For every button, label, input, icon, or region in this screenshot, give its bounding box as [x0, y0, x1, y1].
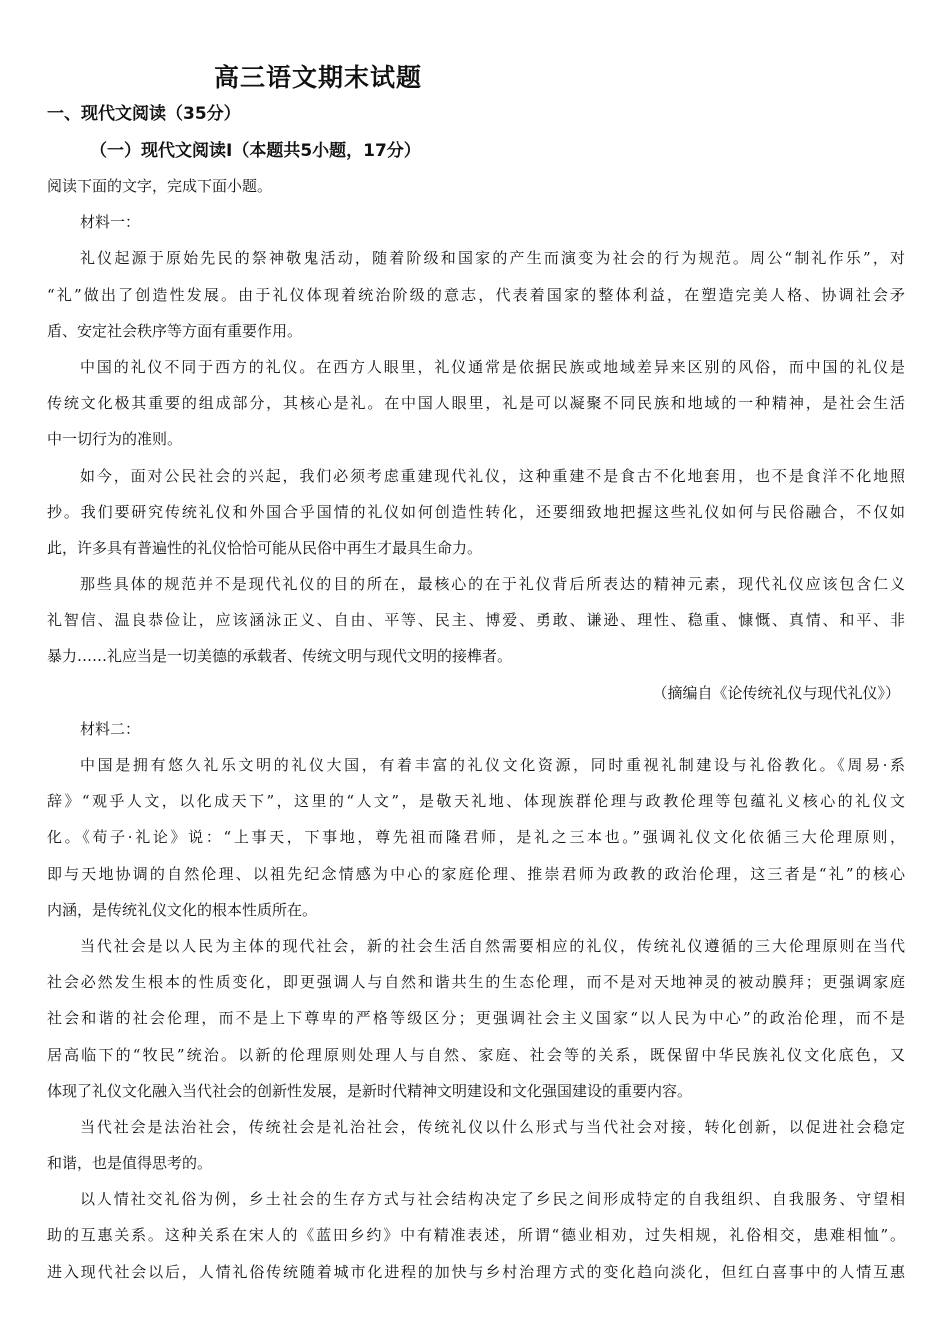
subsection-heading: （一）现代文阅读Ⅰ（本题共5小题，17分）	[90, 141, 421, 161]
text-line: 社会必然发生根本的性质变化，即更强调人与自然和谐共生的生态伦理，而不是对天地神灵的被动膜拜；更强调家庭	[47, 973, 905, 992]
text-line: 礼仪起源于原始先民的祭神敬鬼活动，随着阶级和国家的产生而演变为社会的行为规范。周公“制礼作乐”，对	[80, 249, 905, 268]
text-line: 内涵，是传统礼仪文化的根本性质所在。	[47, 900, 318, 919]
text-line: 助的互惠关系。这种关系在宋人的《蓝田乡约》中有精准表述，所谓“德业相劝，过失相规，礼俗相交，患难相恤”。	[47, 1226, 905, 1245]
text-line: 和谐，也是值得思考的。	[47, 1154, 213, 1173]
section-heading: 一、现代文阅读（35分）	[47, 104, 241, 124]
text-line: 社会和谐的社会伦理，而不是上下尊卑的严格等级区分；更强调社会主义国家“以人民为中心”的政治伦理，而不是	[47, 1009, 905, 1028]
text-line: 此，许多具有普遍性的礼仪恰恰可能从民俗中再生才最具生命力。	[47, 538, 483, 557]
text-line: 体现了礼仪文化融入当代社会的创新性发展，是新时代精神文明建设和文化强国建设的重要内容。	[47, 1081, 693, 1100]
passage-body	[47, 168, 905, 1290]
text-line: 当代社会是法治社会，传统社会是礼治社会，传统礼仪以什么形式与当代社会对接，转化创新，以促进社会稳定	[80, 1117, 905, 1136]
text-line: （摘编自《论传统礼仪与现代礼仪》）	[652, 683, 900, 702]
page-title: 高三语文期末试题	[214, 63, 423, 92]
text-line: 盾、安定社会秩序等方面有重要作用。	[47, 321, 303, 340]
text-line: 进入现代社会以后，人情礼俗传统随着城市化进程的加快与乡村治理方式的变化趋向淡化，但红白喜事中的人情互惠	[47, 1262, 905, 1281]
text-line: 化。《荀子·礼论》说：“上事天，下事地，尊先祖而隆君师，是礼之三本也。”强调礼仪文化依循三大伦理原则，	[47, 828, 905, 847]
text-line: 礼智信、温良恭俭让，应该涵泳正义、自由、平等、民主、博爱、勇敢、谦逊、理性、稳重、慷慨、真情、和平、非	[47, 611, 905, 630]
text-line: 如今，面对公民社会的兴起，我们必须考虑重建现代礼仪，这种重建不是食古不化地套用，也不是食洋不化地照	[80, 466, 905, 485]
text-line: 辞》“观乎人文，以化成天下”，这里的“人文”，是敬天礼地、体现族群伦理与政教伦理等包蕴礼义核心的礼仪文	[47, 792, 905, 811]
text-line: 即与天地协调的自然伦理、以祖先纪念情感为中心的家庭伦理、推崇君师为政教的政治伦理，这三者是“礼”的核心	[47, 864, 905, 883]
text-line: 居高临下的“牧民”统治。以新的伦理原则处理人与自然、家庭、社会等的关系，既保留中华民族礼仪文化底色，又	[47, 1045, 905, 1064]
passage-lines	[47, 204, 905, 1290]
text-line: 材料一：	[80, 213, 141, 232]
instruction-text: 阅读下面的文字，完成下面小题。	[47, 177, 273, 195]
text-line: 材料二：	[80, 719, 141, 738]
text-line: 中国是拥有悠久礼乐文明的礼仪大国，有着丰富的礼仪文化资源，同时重视礼制建设与礼俗教化。《周易·系	[80, 756, 905, 774]
text-line: “礼”做出了创造性发展。由于礼仪体现着统治阶级的意志，代表着国家的整体利益，在塑造完美人格、协调社会矛	[47, 285, 905, 304]
text-line: 中国的礼仪不同于西方的礼仪。在西方人眼里，礼仪通常是依据民族或地域差异来区别的风俗，而中国的礼仪是	[80, 357, 905, 376]
text-line: 暴力……礼应当是一切美德的承载者、传统文明与现代文明的接榫者。	[47, 647, 513, 666]
text-line: 以人情社交礼俗为例，乡土社会的生存方式与社会结构决定了乡民之间形成特定的自我组织、自我服务、守望相	[80, 1190, 905, 1209]
text-line: 当代社会是以人民为主体的现代社会，新的社会生活自然需要相应的礼仪，传统礼仪遵循的三大伦理原则在当代	[80, 936, 905, 955]
text-line: 中一切行为的准则。	[47, 430, 183, 449]
text-line: 那些具体的规范并不是现代礼仪的目的所在，最核心的在于礼仪背后所表达的精神元素，现代礼仪应该包含仁义	[80, 575, 905, 594]
text-line: 传统文化极其重要的组成部分，其核心是礼。在中国人眼里，礼是可以凝聚不同民族和地域的一种精神，是社会生活	[47, 394, 905, 413]
text-line: 抄。我们要研究传统礼仪和外国合乎国情的礼仪如何创造性转化，还要细致地把握这些礼仪如何与民俗融合，不仅如	[47, 502, 905, 521]
